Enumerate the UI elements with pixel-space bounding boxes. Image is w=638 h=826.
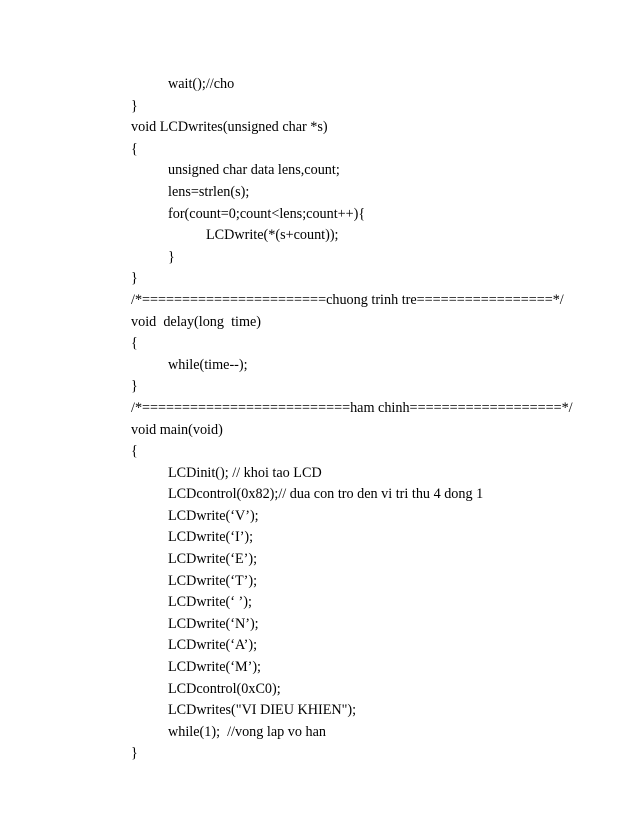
code-line: LCDwrite(‘N’);: [168, 615, 259, 632]
code-line: {: [131, 140, 138, 157]
code-line: void LCDwrites(unsigned char *s): [131, 119, 328, 136]
code-line: /*=======================chuong trinh tre=================*/: [131, 291, 564, 308]
code-line: LCDcontrol(0xC0);: [168, 680, 281, 697]
code-line: {: [131, 443, 138, 460]
code-line: for(count=0;count<lens;count++){: [168, 205, 366, 222]
code-line: LCDwrites("VI DIEU KHIEN");: [168, 702, 357, 719]
code-line: }: [131, 745, 138, 762]
code-line: LCDwrite(‘E’);: [168, 551, 258, 568]
code-line: while(1); //vong lap vo han: [168, 723, 327, 740]
code-line: LCDwrite(*(s+count));: [206, 227, 339, 244]
code-line: while(time--);: [168, 356, 248, 373]
code-line: }: [131, 378, 138, 395]
code-line: LCDwrite(‘I’);: [168, 529, 254, 546]
code-line: LCDwrite(‘T’);: [168, 572, 258, 589]
code-line: void delay(long time): [131, 313, 262, 330]
code-line: LCDwrite(‘V’);: [168, 507, 259, 524]
code-line: LCDwrite(‘ ’);: [168, 594, 252, 611]
code-listing: [131, 74, 598, 765]
code-line: void main(void): [131, 421, 223, 438]
code-line: }: [131, 270, 138, 287]
code-line: lens=strlen(s);: [168, 183, 250, 200]
code-line: {: [131, 335, 138, 352]
code-line: }: [168, 248, 175, 265]
code-line: }: [131, 97, 138, 114]
code-line: LCDinit(); // khoi tao LCD: [168, 464, 322, 481]
code-line: unsigned char data lens,count;: [168, 162, 340, 179]
code-line: LCDwrite(‘M’);: [168, 659, 261, 676]
code-line: LCDwrite(‘A’);: [168, 637, 258, 654]
code-line: /*==========================ham chinh===================*/: [131, 399, 573, 416]
code-line: wait();//cho: [168, 76, 235, 92]
code-line: LCDcontrol(0x82);// dua con tro den vi tri thu 4 dong 1: [168, 486, 484, 503]
